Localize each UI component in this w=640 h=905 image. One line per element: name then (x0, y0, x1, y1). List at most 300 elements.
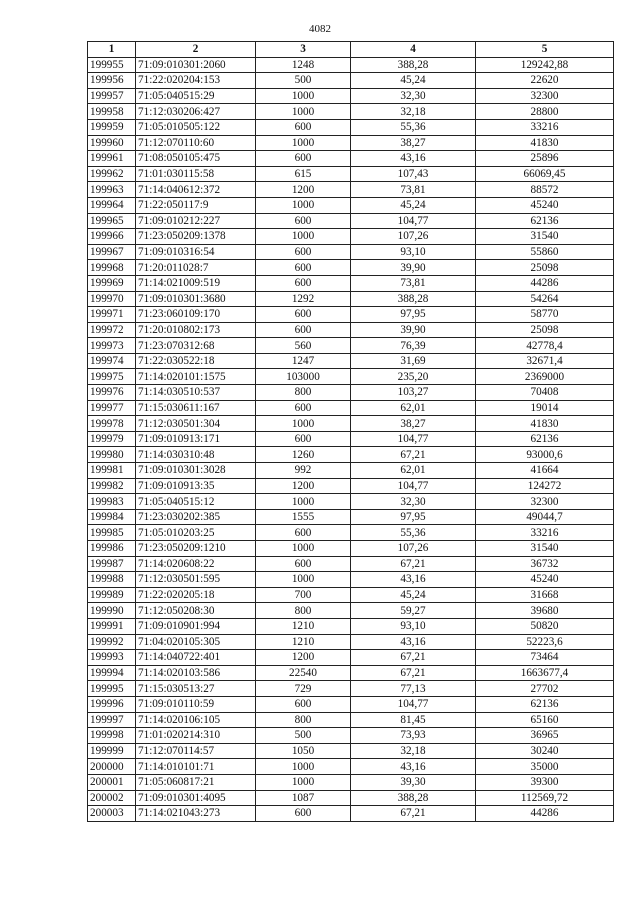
area-cell: 1000 (256, 759, 351, 775)
area-cell: 1000 (256, 416, 351, 432)
table-row (88, 385, 614, 401)
rate-cell: 67,21 (351, 447, 476, 463)
area-cell: 729 (256, 681, 351, 697)
rate-cell: 38,27 (351, 416, 476, 432)
cadastral-number: 71:01:030115:58 (136, 166, 256, 182)
row-number: 200001 (88, 774, 136, 790)
rate-cell: 81,45 (351, 712, 476, 728)
column-header-2: 2 (136, 42, 256, 58)
value-cell: 39680 (476, 603, 614, 619)
table-row (88, 229, 614, 245)
table-row (88, 275, 614, 291)
cadastral-number: 71:08:050105:475 (136, 151, 256, 167)
cadastral-number: 71:14:010101:71 (136, 759, 256, 775)
cadastral-number: 71:09:010913:35 (136, 478, 256, 494)
table-row (88, 322, 614, 338)
table-row (88, 416, 614, 432)
rate-cell: 107,43 (351, 166, 476, 182)
area-cell: 1210 (256, 634, 351, 650)
cadastral-number: 71:12:070110:60 (136, 135, 256, 151)
table-row (88, 307, 614, 323)
rate-cell: 97,95 (351, 509, 476, 525)
table-row (88, 681, 614, 697)
cadastral-number: 71:14:020103:586 (136, 665, 256, 681)
column-header-5: 5 (476, 42, 614, 58)
value-cell: 35000 (476, 759, 614, 775)
rate-cell: 43,16 (351, 634, 476, 650)
cadastral-number: 71:14:030510:537 (136, 385, 256, 401)
area-cell: 600 (256, 260, 351, 276)
area-cell: 1050 (256, 743, 351, 759)
table-row (88, 431, 614, 447)
area-cell: 1248 (256, 57, 351, 73)
row-number: 199959 (88, 119, 136, 135)
row-number: 199990 (88, 603, 136, 619)
cadastral-number: 71:14:040722:401 (136, 650, 256, 666)
area-cell: 1000 (256, 104, 351, 120)
rate-cell: 104,77 (351, 431, 476, 447)
table-row (88, 806, 614, 822)
area-cell: 22540 (256, 665, 351, 681)
row-number: 199967 (88, 244, 136, 260)
table-row (88, 73, 614, 89)
row-number: 199977 (88, 400, 136, 416)
table-row (88, 759, 614, 775)
value-cell: 58770 (476, 307, 614, 323)
value-cell: 31540 (476, 541, 614, 557)
value-cell: 124272 (476, 478, 614, 494)
cadastral-number: 71:09:010901:994 (136, 618, 256, 634)
rate-cell: 67,21 (351, 650, 476, 666)
area-cell: 992 (256, 463, 351, 479)
rate-cell: 388,28 (351, 291, 476, 307)
row-number: 199963 (88, 182, 136, 198)
column-header-1: 1 (88, 42, 136, 58)
cadastral-number: 71:23:070312:68 (136, 338, 256, 354)
row-number: 199968 (88, 260, 136, 276)
table-row (88, 634, 614, 650)
row-number: 199993 (88, 650, 136, 666)
table-row (88, 696, 614, 712)
rate-cell: 32,30 (351, 494, 476, 510)
value-cell: 19014 (476, 400, 614, 416)
row-number: 200002 (88, 790, 136, 806)
value-cell: 41664 (476, 463, 614, 479)
row-number: 199969 (88, 275, 136, 291)
area-cell: 560 (256, 338, 351, 354)
row-number: 199994 (88, 665, 136, 681)
table-row (88, 338, 614, 354)
table-row (88, 88, 614, 104)
cadastral-number: 71:14:020608:22 (136, 556, 256, 572)
value-cell: 32300 (476, 88, 614, 104)
table-row (88, 509, 614, 525)
value-cell: 55860 (476, 244, 614, 260)
rate-cell: 55,36 (351, 119, 476, 135)
table-row (88, 728, 614, 744)
table-row (88, 291, 614, 307)
value-cell: 66069,45 (476, 166, 614, 182)
row-number: 199956 (88, 73, 136, 89)
table-row (88, 650, 614, 666)
table-row (88, 182, 614, 198)
rate-cell: 67,21 (351, 806, 476, 822)
rate-cell: 388,28 (351, 790, 476, 806)
value-cell: 45240 (476, 572, 614, 588)
table-row (88, 244, 614, 260)
area-cell: 800 (256, 385, 351, 401)
registry-table (87, 41, 614, 822)
table-row (88, 353, 614, 369)
table-header-row (88, 42, 614, 58)
area-cell: 600 (256, 322, 351, 338)
rate-cell: 104,77 (351, 213, 476, 229)
rate-cell: 97,95 (351, 307, 476, 323)
rate-cell: 45,24 (351, 587, 476, 603)
table-row (88, 135, 614, 151)
rate-cell: 45,24 (351, 197, 476, 213)
rate-cell: 67,21 (351, 665, 476, 681)
cadastral-number: 71:12:070114:57 (136, 743, 256, 759)
area-cell: 800 (256, 603, 351, 619)
value-cell: 28800 (476, 104, 614, 120)
rate-cell: 77,13 (351, 681, 476, 697)
table-row (88, 587, 614, 603)
cadastral-number: 71:22:030522:18 (136, 353, 256, 369)
value-cell: 31668 (476, 587, 614, 603)
cadastral-number: 71:14:020106:105 (136, 712, 256, 728)
cadastral-number: 71:12:050208:30 (136, 603, 256, 619)
row-number: 199983 (88, 494, 136, 510)
table-row (88, 603, 614, 619)
table-row (88, 447, 614, 463)
rate-cell: 235,20 (351, 369, 476, 385)
area-cell: 1000 (256, 774, 351, 790)
cadastral-number: 71:22:050117:9 (136, 197, 256, 213)
table-row (88, 478, 614, 494)
cadastral-number: 71:12:030501:304 (136, 416, 256, 432)
table-row (88, 400, 614, 416)
rate-cell: 104,77 (351, 696, 476, 712)
column-header-4: 4 (351, 42, 476, 58)
cadastral-number: 71:12:030206:427 (136, 104, 256, 120)
cadastral-number: 71:23:050209:1210 (136, 541, 256, 557)
area-cell: 1000 (256, 197, 351, 213)
cadastral-number: 71:09:010913:171 (136, 431, 256, 447)
area-cell: 600 (256, 525, 351, 541)
value-cell: 42778,4 (476, 338, 614, 354)
row-number: 199972 (88, 322, 136, 338)
row-number: 199966 (88, 229, 136, 245)
rate-cell: 76,39 (351, 338, 476, 354)
row-number: 199982 (88, 478, 136, 494)
cadastral-number: 71:09:010301:4095 (136, 790, 256, 806)
area-cell: 600 (256, 275, 351, 291)
value-cell: 52223,6 (476, 634, 614, 650)
value-cell: 25098 (476, 260, 614, 276)
value-cell: 36732 (476, 556, 614, 572)
area-cell: 600 (256, 307, 351, 323)
cadastral-number: 71:09:010301:3028 (136, 463, 256, 479)
table-row (88, 197, 614, 213)
area-cell: 1000 (256, 88, 351, 104)
table-row (88, 525, 614, 541)
area-cell: 600 (256, 244, 351, 260)
area-cell: 600 (256, 119, 351, 135)
table-row (88, 618, 614, 634)
cadastral-number: 71:05:040515:29 (136, 88, 256, 104)
area-cell: 1555 (256, 509, 351, 525)
area-cell: 1292 (256, 291, 351, 307)
value-cell: 39300 (476, 774, 614, 790)
table-row (88, 369, 614, 385)
area-cell: 500 (256, 73, 351, 89)
rate-cell: 73,93 (351, 728, 476, 744)
cadastral-number: 71:22:020204:153 (136, 73, 256, 89)
row-number: 199955 (88, 57, 136, 73)
value-cell: 62136 (476, 431, 614, 447)
cadastral-number: 71:20:011028:7 (136, 260, 256, 276)
rate-cell: 103,27 (351, 385, 476, 401)
row-number: 199962 (88, 166, 136, 182)
cadastral-number: 71:14:040612:372 (136, 182, 256, 198)
rate-cell: 43,16 (351, 759, 476, 775)
rate-cell: 31,69 (351, 353, 476, 369)
table-row (88, 743, 614, 759)
cadastral-number: 71:14:021009:519 (136, 275, 256, 291)
table-row (88, 57, 614, 73)
cadastral-number: 71:23:030202:385 (136, 509, 256, 525)
row-number: 199999 (88, 743, 136, 759)
row-number: 199970 (88, 291, 136, 307)
cadastral-number: 71:14:020101:1575 (136, 369, 256, 385)
value-cell: 44286 (476, 806, 614, 822)
value-cell: 41830 (476, 416, 614, 432)
cadastral-number: 71:15:030513:27 (136, 681, 256, 697)
rate-cell: 43,16 (351, 151, 476, 167)
rate-cell: 32,30 (351, 88, 476, 104)
table-row (88, 790, 614, 806)
row-number: 199965 (88, 213, 136, 229)
cadastral-number: 71:15:030611:167 (136, 400, 256, 416)
cadastral-number: 71:09:010301:2060 (136, 57, 256, 73)
cadastral-number: 71:14:030310:48 (136, 447, 256, 463)
row-number: 199975 (88, 369, 136, 385)
rate-cell: 45,24 (351, 73, 476, 89)
row-number: 199980 (88, 447, 136, 463)
table-row (88, 494, 614, 510)
value-cell: 36965 (476, 728, 614, 744)
row-number: 199991 (88, 618, 136, 634)
cadastral-number: 71:20:010802:173 (136, 322, 256, 338)
row-number: 199995 (88, 681, 136, 697)
table-row (88, 556, 614, 572)
rate-cell: 93,10 (351, 618, 476, 634)
area-cell: 1000 (256, 572, 351, 588)
value-cell: 112569,72 (476, 790, 614, 806)
table-row (88, 774, 614, 790)
table-row (88, 166, 614, 182)
rate-cell: 73,81 (351, 182, 476, 198)
table-row (88, 104, 614, 120)
value-cell: 45240 (476, 197, 614, 213)
rate-cell: 43,16 (351, 572, 476, 588)
value-cell: 31540 (476, 229, 614, 245)
row-number: 199958 (88, 104, 136, 120)
value-cell: 129242,88 (476, 57, 614, 73)
cadastral-number: 71:09:010301:3680 (136, 291, 256, 307)
row-number: 199976 (88, 385, 136, 401)
value-cell: 25098 (476, 322, 614, 338)
cadastral-number: 71:09:010212:227 (136, 213, 256, 229)
area-cell: 615 (256, 166, 351, 182)
row-number: 199971 (88, 307, 136, 323)
row-number: 199989 (88, 587, 136, 603)
area-cell: 1247 (256, 353, 351, 369)
row-number: 199988 (88, 572, 136, 588)
area-cell: 1000 (256, 541, 351, 557)
column-header-3: 3 (256, 42, 351, 58)
rate-cell: 39,30 (351, 774, 476, 790)
cadastral-number: 71:05:040515:12 (136, 494, 256, 510)
value-cell: 49044,7 (476, 509, 614, 525)
rate-cell: 59,27 (351, 603, 476, 619)
row-number: 199992 (88, 634, 136, 650)
value-cell: 88572 (476, 182, 614, 198)
row-number: 199974 (88, 353, 136, 369)
value-cell: 32300 (476, 494, 614, 510)
row-number: 199981 (88, 463, 136, 479)
row-number: 199987 (88, 556, 136, 572)
table-row (88, 712, 614, 728)
row-number: 199986 (88, 541, 136, 557)
value-cell: 25896 (476, 151, 614, 167)
cadastral-number: 71:01:020214:310 (136, 728, 256, 744)
table-row (88, 665, 614, 681)
row-number: 200000 (88, 759, 136, 775)
row-number: 200003 (88, 806, 136, 822)
cadastral-number: 71:22:020205:18 (136, 587, 256, 603)
value-cell: 22620 (476, 73, 614, 89)
area-cell: 1210 (256, 618, 351, 634)
value-cell: 41830 (476, 135, 614, 151)
value-cell: 30240 (476, 743, 614, 759)
table-row (88, 541, 614, 557)
cadastral-number: 71:12:030501:595 (136, 572, 256, 588)
cadastral-number: 71:05:010505:122 (136, 119, 256, 135)
cadastral-number: 71:14:021043:273 (136, 806, 256, 822)
rate-cell: 38,27 (351, 135, 476, 151)
value-cell: 44286 (476, 275, 614, 291)
area-cell: 600 (256, 213, 351, 229)
area-cell: 600 (256, 400, 351, 416)
value-cell: 62136 (476, 213, 614, 229)
row-number: 199979 (88, 431, 136, 447)
row-number: 199984 (88, 509, 136, 525)
value-cell: 2369000 (476, 369, 614, 385)
rate-cell: 32,18 (351, 104, 476, 120)
table-row (88, 260, 614, 276)
cadastral-number: 71:23:060109:170 (136, 307, 256, 323)
row-number: 199973 (88, 338, 136, 354)
value-cell: 1663677,4 (476, 665, 614, 681)
value-cell: 70408 (476, 385, 614, 401)
area-cell: 1000 (256, 229, 351, 245)
area-cell: 1260 (256, 447, 351, 463)
value-cell: 33216 (476, 119, 614, 135)
cadastral-number: 71:05:010203:25 (136, 525, 256, 541)
table-row (88, 119, 614, 135)
cadastral-number: 71:09:010316:54 (136, 244, 256, 260)
value-cell: 54264 (476, 291, 614, 307)
row-number: 199997 (88, 712, 136, 728)
table-row (88, 151, 614, 167)
value-cell: 73464 (476, 650, 614, 666)
row-number: 199996 (88, 696, 136, 712)
rate-cell: 55,36 (351, 525, 476, 541)
area-cell: 600 (256, 431, 351, 447)
rate-cell: 107,26 (351, 229, 476, 245)
rate-cell: 73,81 (351, 275, 476, 291)
rate-cell: 39,90 (351, 260, 476, 276)
area-cell: 1200 (256, 650, 351, 666)
area-cell: 600 (256, 151, 351, 167)
rate-cell: 388,28 (351, 57, 476, 73)
page-number: 4082 (309, 23, 331, 35)
rate-cell: 39,90 (351, 322, 476, 338)
rate-cell: 32,18 (351, 743, 476, 759)
table-row (88, 572, 614, 588)
rate-cell: 107,26 (351, 541, 476, 557)
row-number: 199985 (88, 525, 136, 541)
row-number: 199961 (88, 151, 136, 167)
cadastral-number: 71:09:010110:59 (136, 696, 256, 712)
area-cell: 1087 (256, 790, 351, 806)
area-cell: 500 (256, 728, 351, 744)
area-cell: 600 (256, 556, 351, 572)
row-number: 199960 (88, 135, 136, 151)
cadastral-number: 71:04:020105:305 (136, 634, 256, 650)
area-cell: 600 (256, 806, 351, 822)
rate-cell: 62,01 (351, 400, 476, 416)
table-row (88, 463, 614, 479)
area-cell: 1200 (256, 182, 351, 198)
value-cell: 62136 (476, 696, 614, 712)
area-cell: 700 (256, 587, 351, 603)
area-cell: 1000 (256, 494, 351, 510)
value-cell: 65160 (476, 712, 614, 728)
rate-cell: 62,01 (351, 463, 476, 479)
area-cell: 600 (256, 696, 351, 712)
row-number: 199964 (88, 197, 136, 213)
value-cell: 93000,6 (476, 447, 614, 463)
area-cell: 800 (256, 712, 351, 728)
area-cell: 1000 (256, 135, 351, 151)
value-cell: 50820 (476, 618, 614, 634)
area-cell: 1200 (256, 478, 351, 494)
value-cell: 27702 (476, 681, 614, 697)
value-cell: 33216 (476, 525, 614, 541)
value-cell: 32671,4 (476, 353, 614, 369)
table-row (88, 213, 614, 229)
row-number: 199957 (88, 88, 136, 104)
cadastral-number: 71:05:060817:21 (136, 774, 256, 790)
area-cell: 103000 (256, 369, 351, 385)
rate-cell: 93,10 (351, 244, 476, 260)
row-number: 199998 (88, 728, 136, 744)
row-number: 199978 (88, 416, 136, 432)
rate-cell: 67,21 (351, 556, 476, 572)
